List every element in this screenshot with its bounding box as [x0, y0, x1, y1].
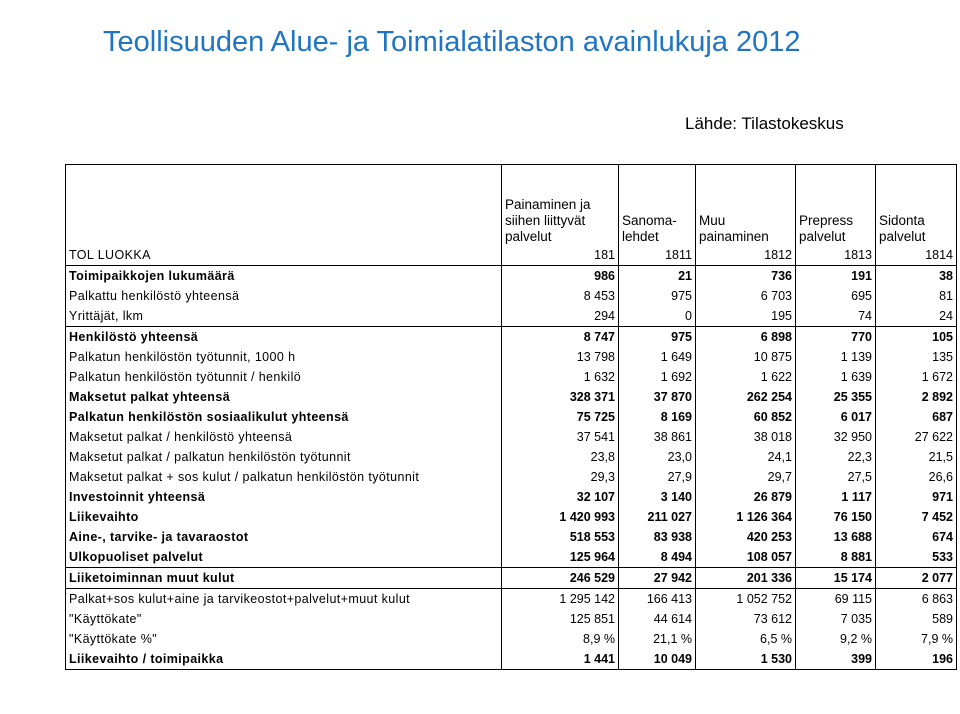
table-cell: 38 — [876, 266, 957, 287]
row-label: Toimipaikkojen lukumäärä — [66, 266, 502, 287]
row-label: Liikevaihto / toimipaikka — [66, 649, 502, 670]
table-cell: 13 798 — [502, 347, 619, 367]
table-cell: 38 018 — [696, 427, 796, 447]
table-cell: 294 — [502, 306, 619, 327]
row-label: Maksetut palkat / palkatun henkilöstön työtunnit — [66, 447, 502, 467]
table-row — [66, 286, 957, 306]
row-label: Palkatun henkilöstön sosiaalikulut yhteensä — [66, 407, 502, 427]
table-cell: 135 — [876, 347, 957, 367]
table-cell: 986 — [502, 266, 619, 287]
table-row — [66, 487, 957, 507]
column-header: Muu painaminen — [696, 165, 796, 246]
table-cell: 975 — [619, 286, 696, 306]
row-label: Maksetut palkat / henkilöstö yhteensä — [66, 427, 502, 447]
table-row — [66, 327, 957, 348]
table-cell: 13 688 — [796, 527, 876, 547]
table-cell: 0 — [619, 306, 696, 327]
table-cell: 8 453 — [502, 286, 619, 306]
table-cell: 328 371 — [502, 387, 619, 407]
table-cell: 1 052 752 — [696, 589, 796, 610]
table-cell: 201 336 — [696, 568, 796, 589]
table-cell: 1 649 — [619, 347, 696, 367]
table-cell: 10 875 — [696, 347, 796, 367]
row-label: Henkilöstö yhteensä — [66, 327, 502, 348]
table-row — [66, 609, 957, 629]
table-cell: 6,5 % — [696, 629, 796, 649]
table-cell: 27,9 — [619, 467, 696, 487]
table-row — [66, 347, 957, 367]
table-cell: 23,8 — [502, 447, 619, 467]
table-row — [66, 367, 957, 387]
table-cell: 74 — [796, 306, 876, 327]
table-cell: 69 115 — [796, 589, 876, 610]
table-row — [66, 306, 957, 327]
table-cell: 195 — [696, 306, 796, 327]
table-cell: 770 — [796, 327, 876, 348]
table-cell: 37 870 — [619, 387, 696, 407]
table-cell: 1 632 — [502, 367, 619, 387]
table-cell: 21 — [619, 266, 696, 287]
table-cell: 25 355 — [796, 387, 876, 407]
table-cell: 8 494 — [619, 547, 696, 568]
table-cell: 166 413 — [619, 589, 696, 610]
table-cell: 6 863 — [876, 589, 957, 610]
table-cell: 23,0 — [619, 447, 696, 467]
table-cell: 196 — [876, 649, 957, 670]
table-cell: 1811 — [619, 245, 696, 266]
table-row — [66, 407, 957, 427]
table-cell: 1 692 — [619, 367, 696, 387]
table-cell: 6 898 — [696, 327, 796, 348]
table-cell: 26 879 — [696, 487, 796, 507]
row-label: "Käyttökate" — [66, 609, 502, 629]
table-row — [66, 507, 957, 527]
row-label: Palkatun henkilöstön työtunnit / henkilö — [66, 367, 502, 387]
header-corner — [66, 165, 502, 246]
table-body — [66, 245, 957, 670]
row-label: Palkatun henkilöstön työtunnit, 1000 h — [66, 347, 502, 367]
table-cell: 9,2 % — [796, 629, 876, 649]
row-label: Palkattu henkilöstö yhteensä — [66, 286, 502, 306]
table-row — [66, 649, 957, 670]
row-label: Maksetut palkat + sos kulut / palkatun henkilöstön työtunnit — [66, 467, 502, 487]
table-row — [66, 447, 957, 467]
table-cell: 8,9 % — [502, 629, 619, 649]
table-cell: 1 639 — [796, 367, 876, 387]
table-cell: 246 529 — [502, 568, 619, 589]
table-cell: 7,9 % — [876, 629, 957, 649]
table-cell: 8 881 — [796, 547, 876, 568]
table-cell: 1 672 — [876, 367, 957, 387]
table-cell: 687 — [876, 407, 957, 427]
table-cell: 125 851 — [502, 609, 619, 629]
table-row — [66, 245, 957, 266]
column-header: Sidonta palvelut — [876, 165, 957, 246]
row-label: Maksetut palkat yhteensä — [66, 387, 502, 407]
row-label: Liiketoiminnan muut kulut — [66, 568, 502, 589]
table-cell: 76 150 — [796, 507, 876, 527]
table-cell: 1 441 — [502, 649, 619, 670]
table-cell: 2 077 — [876, 568, 957, 589]
table-cell: 26,6 — [876, 467, 957, 487]
source-label: Lähde: Tilastokeskus — [685, 114, 844, 133]
table-cell: 75 725 — [502, 407, 619, 427]
column-header: Painaminen ja siihen liittyvät palvelut — [502, 165, 619, 246]
table-cell: 1 530 — [696, 649, 796, 670]
table-cell: 7 452 — [876, 507, 957, 527]
table-cell: 1 295 142 — [502, 589, 619, 610]
table-cell: 24,1 — [696, 447, 796, 467]
key-figures-table-container — [65, 164, 956, 670]
table-cell: 21,1 % — [619, 629, 696, 649]
table-cell: 22,3 — [796, 447, 876, 467]
table-row — [66, 547, 957, 568]
table-cell: 695 — [796, 286, 876, 306]
table-cell: 83 938 — [619, 527, 696, 547]
column-header: Sanoma-lehdet — [619, 165, 696, 246]
table-cell: 420 253 — [696, 527, 796, 547]
table-cell: 399 — [796, 649, 876, 670]
row-label: Palkat+sos kulut+aine ja tarvikeostot+palvelut+muut kulut — [66, 589, 502, 610]
table-cell: 3 140 — [619, 487, 696, 507]
table-cell: 533 — [876, 547, 957, 568]
table-cell: 105 — [876, 327, 957, 348]
row-label: Ulkopuoliset palvelut — [66, 547, 502, 568]
table-cell: 125 964 — [502, 547, 619, 568]
column-header: Prepress palvelut — [796, 165, 876, 246]
row-label: Yrittäjät, lkm — [66, 306, 502, 327]
table-cell: 1 139 — [796, 347, 876, 367]
row-label: "Käyttökate %" — [66, 629, 502, 649]
table-cell: 518 553 — [502, 527, 619, 547]
table-cell: 1 420 993 — [502, 507, 619, 527]
table-cell: 27,5 — [796, 467, 876, 487]
table-cell: 29,7 — [696, 467, 796, 487]
table-cell: 8 169 — [619, 407, 696, 427]
row-label: Investoinnit yhteensä — [66, 487, 502, 507]
table-cell: 1812 — [696, 245, 796, 266]
row-label: Aine-, tarvike- ja tavaraostot — [66, 527, 502, 547]
table-cell: 37 541 — [502, 427, 619, 447]
table-cell: 191 — [796, 266, 876, 287]
table-cell: 81 — [876, 286, 957, 306]
table-cell: 1814 — [876, 245, 957, 266]
table-cell: 1 126 364 — [696, 507, 796, 527]
table-cell: 8 747 — [502, 327, 619, 348]
table-cell: 27 622 — [876, 427, 957, 447]
table-cell: 60 852 — [696, 407, 796, 427]
table-cell: 674 — [876, 527, 957, 547]
table-cell: 32 950 — [796, 427, 876, 447]
row-label: Liikevaihto — [66, 507, 502, 527]
table-cell: 24 — [876, 306, 957, 327]
table-cell: 27 942 — [619, 568, 696, 589]
table-cell: 262 254 — [696, 387, 796, 407]
table-cell: 38 861 — [619, 427, 696, 447]
table-cell: 1813 — [796, 245, 876, 266]
table-cell: 589 — [876, 609, 957, 629]
table-cell: 73 612 — [696, 609, 796, 629]
table-row — [66, 427, 957, 447]
table-cell: 181 — [502, 245, 619, 266]
table-cell: 211 027 — [619, 507, 696, 527]
table-cell: 736 — [696, 266, 796, 287]
page-title: Teollisuuden Alue- ja Toimialatilaston avainlukuja 2012 — [103, 26, 801, 58]
table-cell: 6 703 — [696, 286, 796, 306]
table-header-row — [66, 165, 957, 246]
table-cell: 971 — [876, 487, 957, 507]
table-cell: 7 035 — [796, 609, 876, 629]
table-cell: 21,5 — [876, 447, 957, 467]
table-cell: 108 057 — [696, 547, 796, 568]
table-row — [66, 266, 957, 287]
table-cell: 32 107 — [502, 487, 619, 507]
table-cell: 975 — [619, 327, 696, 348]
row-label: TOL LUOKKA — [66, 245, 502, 266]
table-cell: 15 174 — [796, 568, 876, 589]
table-row — [66, 589, 957, 610]
table-cell: 10 049 — [619, 649, 696, 670]
table-row — [66, 527, 957, 547]
table-row — [66, 387, 957, 407]
key-figures-table — [65, 164, 957, 670]
table-row — [66, 568, 957, 589]
table-cell: 29,3 — [502, 467, 619, 487]
table-cell: 1 117 — [796, 487, 876, 507]
table-cell: 1 622 — [696, 367, 796, 387]
table-row — [66, 629, 957, 649]
table-cell: 44 614 — [619, 609, 696, 629]
table-cell: 2 892 — [876, 387, 957, 407]
table-row — [66, 467, 957, 487]
table-cell: 6 017 — [796, 407, 876, 427]
